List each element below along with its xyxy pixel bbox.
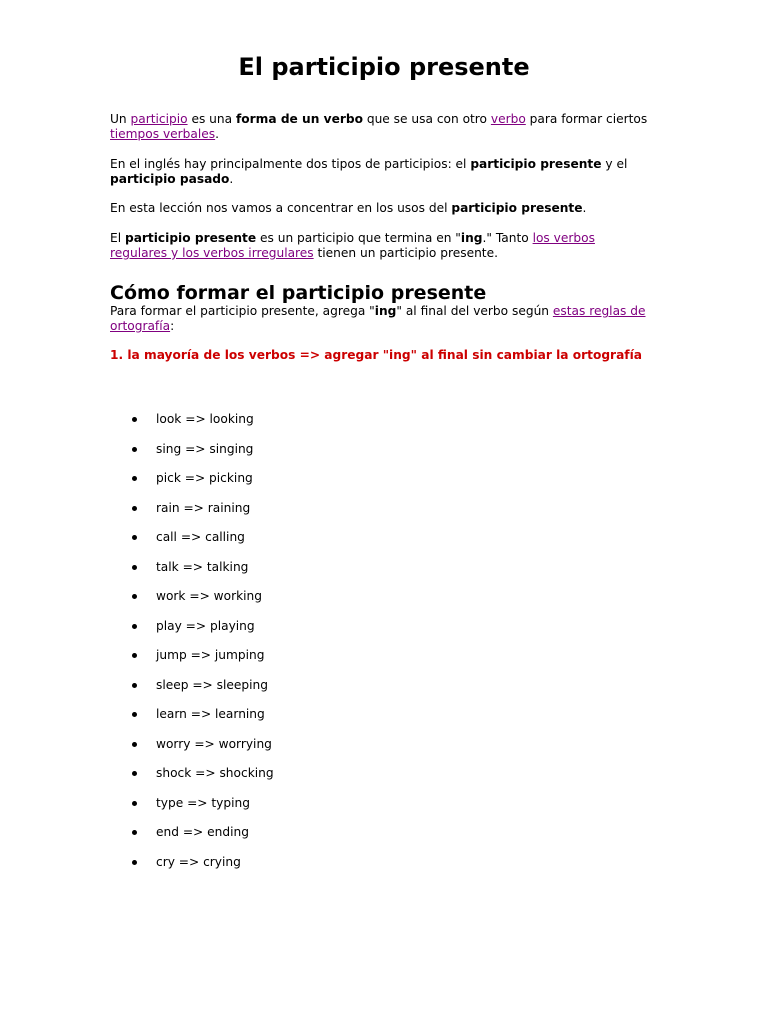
text: y el [601,157,628,171]
bold-text: participio pasado [110,172,230,186]
bullet-icon [132,535,137,540]
text: para formar ciertos [525,112,648,126]
bold-text: participio presente [470,157,602,171]
bullet-icon [132,742,137,747]
intro-paragraph-1 [110,112,650,142]
bullet-icon [132,476,137,481]
bullet-icon [132,860,137,865]
text: Un [110,112,131,126]
rule-heading: 1. la mayoría de los verbos => agregar "ing" al final sin cambiar la ortografía [110,348,642,362]
list-item-text: call => calling [156,530,245,544]
bullet-icon [132,624,137,629]
list-item-text: end => ending [156,825,249,839]
text: . [215,127,219,141]
text: . [582,201,587,215]
list-item-text: type => typing [156,795,250,810]
reglas-ortografia-link[interactable]: estas reglas de ortografía [110,304,646,333]
tiempos-verbales-link[interactable]: tiempos verbales [110,127,216,141]
list-item-text: look => looking [156,412,254,426]
text: : [170,319,175,333]
list-item-text: cry => crying [156,854,241,869]
intro-paragraph-2 [110,157,650,187]
list-item-text: worry => worrying [156,736,272,751]
text: Para formar el participio presente, agrega " [110,304,375,318]
text: es una [187,112,236,126]
text: ." Tanto [482,231,533,245]
bullet-icon [132,447,137,452]
bold-text: ing [374,304,397,318]
list-item-text: sing => singing [156,441,254,456]
intro-paragraph-4 [110,231,650,261]
list-item-text: jump => jumping [156,648,265,662]
bullet-icon [132,653,137,658]
section-heading: Cómo formar el participio presente [110,282,487,304]
bullet-icon [132,712,137,717]
list-item-text: learn => learning [156,707,265,721]
bullet-icon [132,565,137,570]
list-item-text: pick => picking [156,471,253,485]
bullet-icon [132,771,137,776]
list-item-text: rain => raining [156,500,251,515]
bullet-icon [132,830,137,835]
bold-text: participio presente [451,201,583,215]
bullet-icon [132,506,137,511]
bullet-icon [132,801,137,806]
text: tienen un participio presente. [313,246,498,260]
list-item-text: talk => talking [156,559,249,574]
bullet-icon [132,683,137,688]
text: En el inglés hay principalmente dos tipos de participios: el [110,157,471,171]
intro-paragraph-3 [110,201,650,216]
bold-text: participio presente [124,231,257,245]
bullet-icon [132,594,137,599]
text: que se usa con otro [362,112,491,126]
page-title: El participio presente [238,53,530,81]
text: es un participio que termina en " [256,231,461,245]
list-item-text: shock => shocking [156,766,274,780]
verbos-regulares-irregulares-link[interactable]: los verbos regulares y los verbos irregulares [110,231,595,260]
bold-text: ing [460,231,483,245]
bullet-icon [132,417,137,422]
text: El [110,231,125,245]
list-item-text: play => playing [156,618,255,633]
participio-link[interactable]: participio [130,112,188,126]
section-paragraph [110,304,650,334]
text: . [229,172,234,186]
bold-text: forma de un verbo [235,112,363,126]
text: En esta lección nos vamos a concentrar en los usos del [110,201,452,215]
list-item-text: sleep => sleeping [156,677,268,692]
list-item-text: work => working [156,589,263,603]
text: " al final del verbo según [396,304,553,318]
verbo-link[interactable]: verbo [490,112,526,126]
